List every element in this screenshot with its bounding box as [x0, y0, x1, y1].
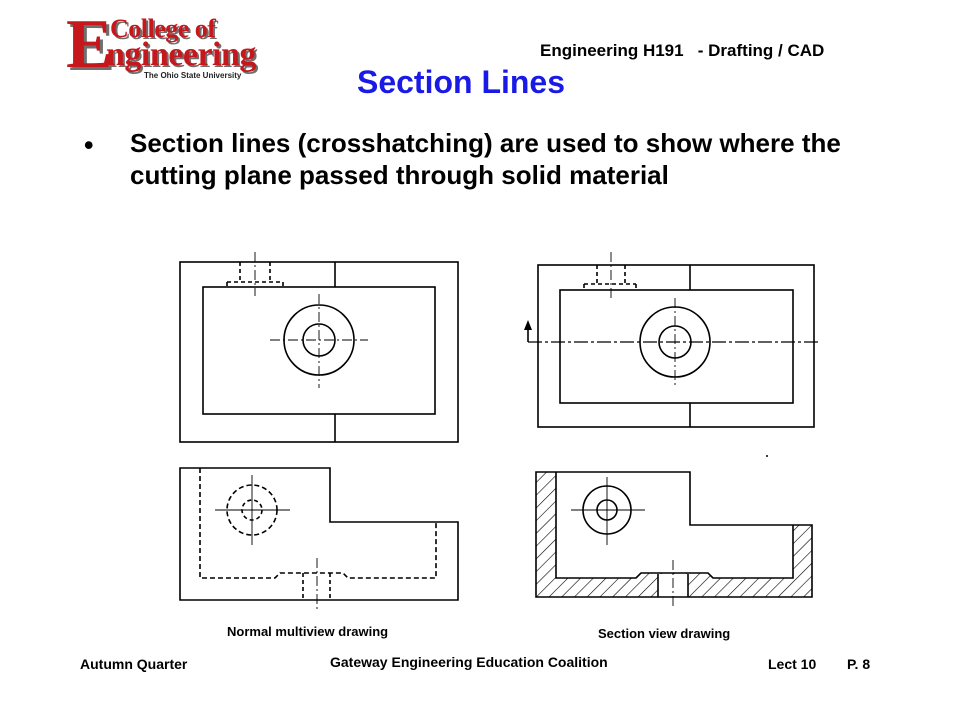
logo-line1: College of [110, 14, 216, 43]
logo-initial: E [66, 6, 113, 83]
bullet-text: Section lines (crosshatching) are used to show where the cutting plane passed through solid material [130, 128, 841, 190]
logo-line2: ngineering [106, 36, 256, 73]
footer-coalition: Gateway Engineering Education Coalition [330, 654, 608, 670]
footer-page-number: P. 8 [847, 656, 871, 672]
slide-title: Section Lines [356, 64, 566, 100]
section-front-view [536, 455, 812, 608]
caption-normal-multiview: Normal multiview drawing [227, 624, 389, 639]
footer-lecture: Lect 10 [768, 656, 817, 672]
course-header: Engineering H191 - Drafting / CAD [540, 41, 825, 60]
section-top-view [524, 252, 820, 427]
drafting-figure [170, 248, 820, 643]
logo-subline: The Ohio State University [144, 71, 242, 80]
bullet-marker: • [84, 130, 94, 160]
normal-top-view [180, 252, 458, 442]
normal-front-view [180, 468, 458, 612]
footer-quarter: Autumn Quarter [80, 656, 188, 672]
caption-section-view: Section view drawing [598, 626, 731, 641]
